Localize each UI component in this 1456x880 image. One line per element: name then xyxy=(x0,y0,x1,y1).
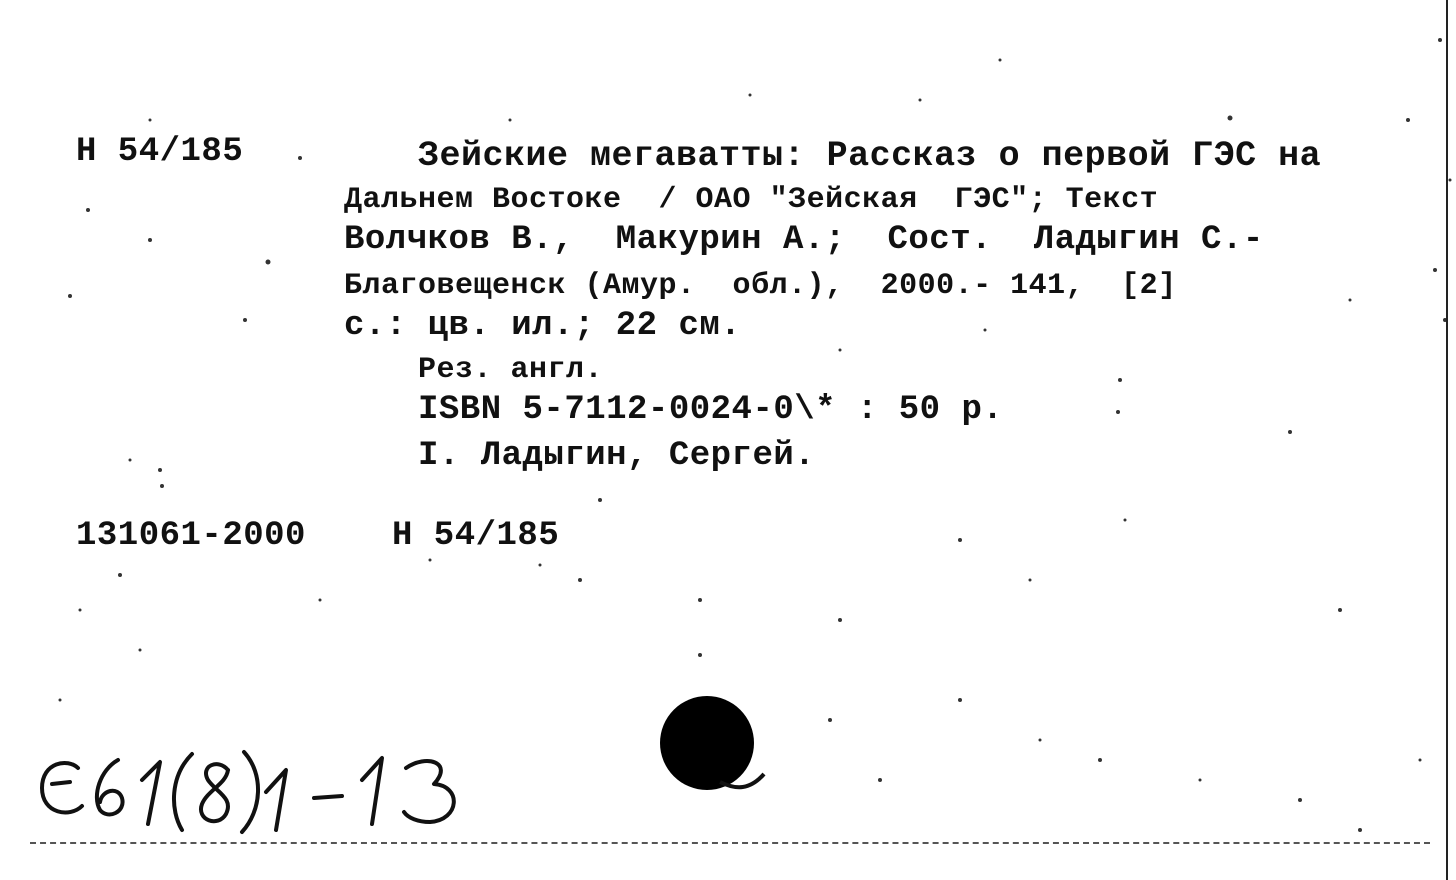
description-line-1: Дальнем Востоке / ОАО "Зейская ГЭС"; Текст xyxy=(344,183,1159,217)
description-line-3: Благовещенск (Амур. обл.), 2000.- 141, [2] xyxy=(344,269,1177,303)
handwritten-class-mark xyxy=(30,740,490,840)
card-right-edge xyxy=(1446,0,1448,880)
inventory-number: 131061-2000 xyxy=(76,517,306,555)
description-line-4: с.: цв. ил.; 22 см. xyxy=(344,307,742,345)
isbn-line: ISBN 5-7112-0024-0\* : 50 р. xyxy=(418,391,1004,429)
summary-note: Рез. англ. xyxy=(418,353,604,387)
inventory-call-number: Н 54/185 xyxy=(392,517,560,555)
description-line-2: Волчков В., Макурин А.; Сост. Ладыгин С.- xyxy=(344,221,1264,259)
punch-hole-burr xyxy=(700,760,780,800)
title-line: Зейские мегаватты: Рассказ о первой ГЭС на xyxy=(418,136,1322,176)
added-entry: I. Ладыгин, Сергей. xyxy=(418,437,816,475)
card-bottom-edge xyxy=(30,842,1430,844)
call-number: Н 54/185 xyxy=(76,133,244,171)
